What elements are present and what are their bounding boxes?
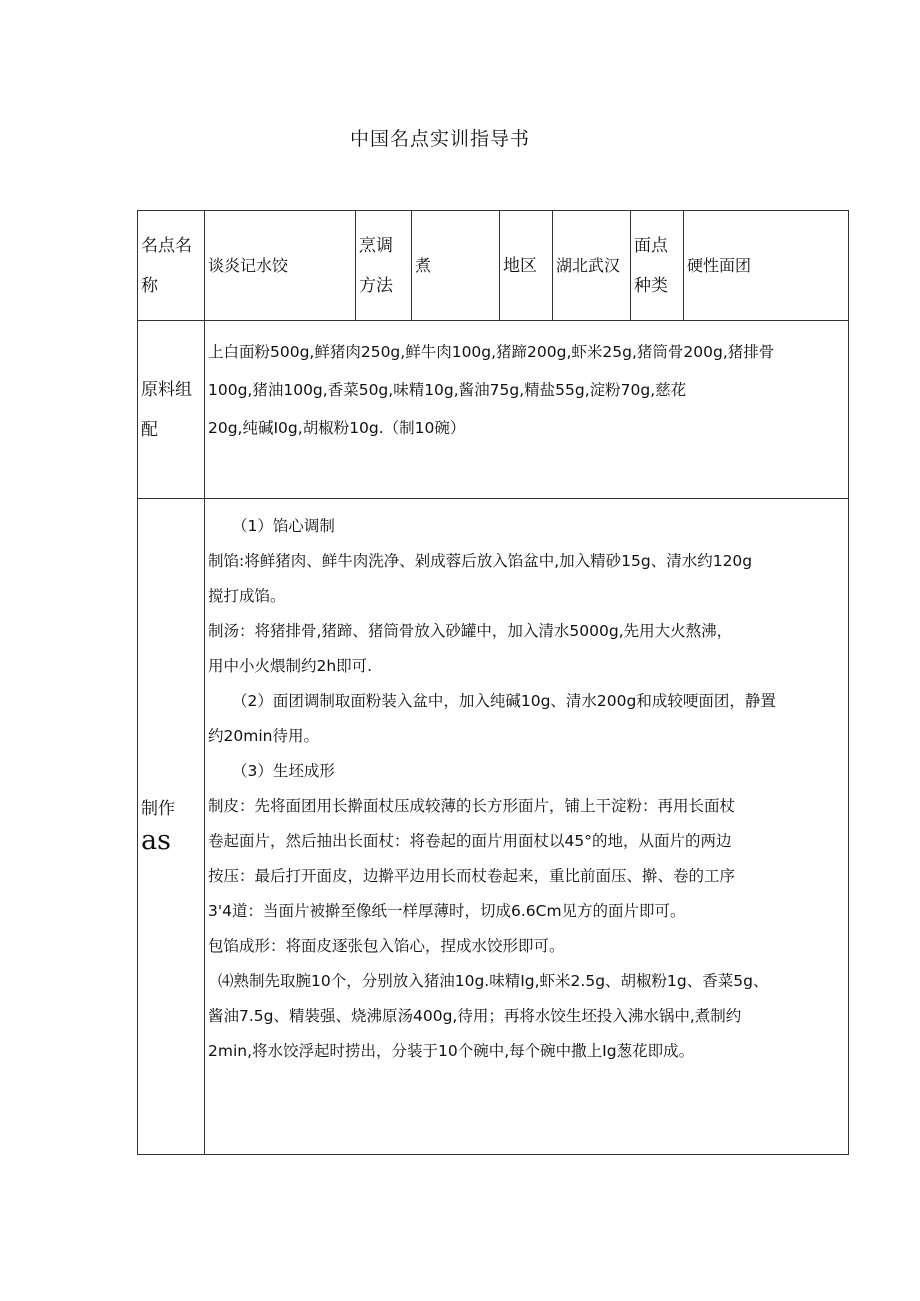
process-line: （2）面团调制取面粉装入盆中，加入纯碱10g、清水200g和成较哽面团，静置 xyxy=(232,692,776,710)
region-value: 湖北武汉 xyxy=(553,211,631,321)
ingredients-line: 上白面粉500g,鲜猪肉250g,鲜牛肉100g,猪蹄200g,虾米25g,猪筒骨200g,猪排骨 xyxy=(208,343,775,361)
process-line: 约20min待用。 xyxy=(208,727,319,745)
process-line: 3'4道：当面片被擀至像纸一样厚薄时，切成6.6Cm见方的面片即可。 xyxy=(208,902,686,920)
process-label-cell xyxy=(138,499,205,1155)
process-line: 酱油7.5g、精裝强、烧沸原汤400g,待用；再将水饺生坯投入沸水锅中,煮制约 xyxy=(208,1007,742,1025)
process-label-extra: as xyxy=(141,824,171,856)
name-value: 谈炎记水饺 xyxy=(205,211,356,321)
name-label: 名点名称 xyxy=(138,211,205,321)
pastry-type-value: 硬性面团 xyxy=(684,211,849,321)
recipe-table xyxy=(137,210,849,1155)
region-label: 地区 xyxy=(500,211,553,321)
process-line: （1）馅心调制 xyxy=(232,517,335,535)
cooking-method-value: 煮 xyxy=(412,211,500,321)
process-line: 制皮：先将面团用长擀面杖压成较薄的长方形面片，铺上干淀粉：再用长面杖 xyxy=(208,797,736,815)
process-line: （3）生坯成形 xyxy=(232,762,335,780)
process-line: 制汤：将猪排骨,猪蹄、猪筒骨放入砂罐中，加入清水5000g,先用大火熬沸， xyxy=(208,622,733,640)
ingredients-row xyxy=(138,321,849,499)
process-line: 卷起面片，然后抽出长面杖：将卷起的面片用面杖以45°的地，从面片的两边 xyxy=(208,832,732,850)
cooking-method-label: 烹调方法 xyxy=(356,211,412,321)
process-line: 包馅成形：将面皮逐张包入馅心，捏成水饺形即可。 xyxy=(208,937,565,955)
ingredients-label: 原料组配 xyxy=(138,321,205,499)
process-cell xyxy=(205,499,849,1155)
process-line: ⑷熟制先取腕10个，分别放入猪油10g.味精Ig,虾米2.5g、胡椒粉1g、香菜5g、 xyxy=(218,972,769,990)
page-title: 中国名点实训指导书 xyxy=(349,128,530,150)
process-line: 用中小火煨制约2h即可. xyxy=(208,657,373,675)
ingredients-cell xyxy=(205,321,849,499)
process-line: 搅打成馅。 xyxy=(208,587,286,605)
pastry-type-label: 面点种类 xyxy=(631,211,684,321)
process-label: 制作 xyxy=(141,798,175,819)
process-line: 制馅:将鲜猪肉、鲜牛肉洗净、剁成蓉后放入馅盆中,加入精砂15g、清水约120g xyxy=(208,552,753,570)
header-row xyxy=(138,211,849,321)
process-line: 按压：最后打开面皮，边擀平边用长而杖卷起来，重比前面压、擀、卷的工序 xyxy=(208,867,736,885)
ingredients-line: 100g,猪油100g,香菜50g,味精10g,酱油75g,精盐55g,淀粉70g,慈花 xyxy=(208,381,687,399)
process-row xyxy=(138,499,849,1155)
ingredients-line: 20g,纯碱I0g,胡椒粉10g.（制10碗） xyxy=(208,419,466,437)
process-line: 2min,将水饺浮起时捞出，分装于10个碗中,每个碗中撒上Ig葱花即成。 xyxy=(208,1042,695,1060)
